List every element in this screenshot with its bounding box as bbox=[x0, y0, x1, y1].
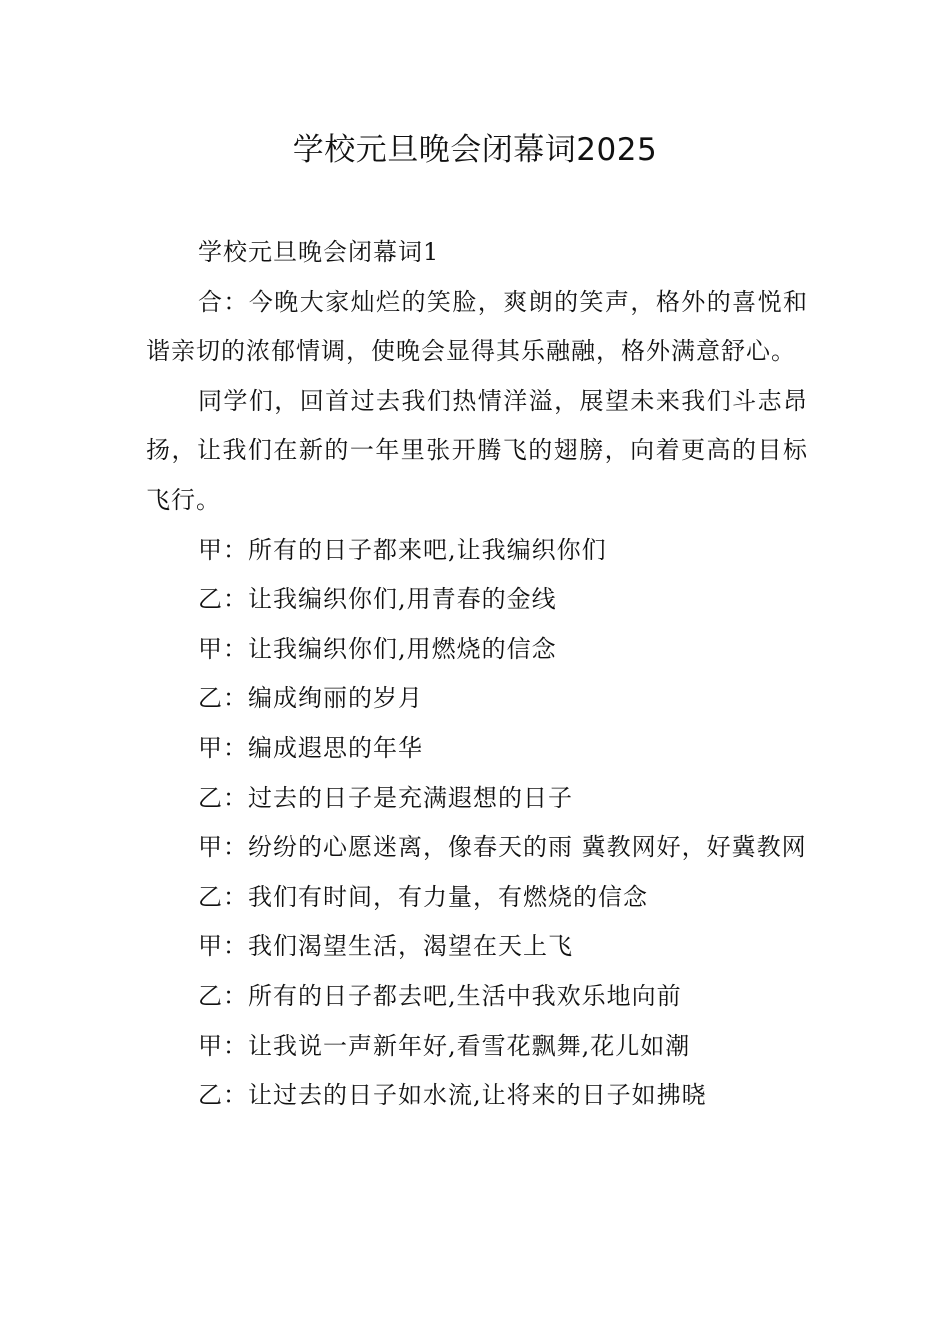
dialogue-line: 甲：让我说一声新年好,看雪花飘舞,花儿如潮 bbox=[198, 1031, 691, 1060]
dialogue-line: 甲：让我编织你们,用燃烧的信念 bbox=[198, 634, 557, 663]
paragraph: 同学们，回首过去我们热情洋溢，展望未来我们斗志昂扬，让我们在新的一年里张开腾飞的翅膀，向着更高的目标飞行。 bbox=[146, 386, 808, 514]
dialogue-line: 甲：所有的日子都来吧,让我编织你们 bbox=[198, 535, 607, 564]
document-body bbox=[146, 228, 808, 1121]
dialogue-line: 乙：编成绚丽的岁月 bbox=[198, 684, 423, 713]
dialogue-line: 甲：纷纷的心愿迷离，像春天的雨 冀教网好，好冀教网 bbox=[198, 833, 807, 862]
dialogue-line: 甲：编成遐思的年华 bbox=[198, 733, 423, 762]
dialogue-line: 甲：我们渴望生活，渴望在天上飞 bbox=[198, 932, 573, 961]
dialogue-line: 乙：过去的日子是充满遐想的日子 bbox=[198, 783, 573, 812]
document-title: 学校元旦晚会闭幕词2025 bbox=[292, 132, 658, 168]
paragraph: 合：今晚大家灿烂的笑脸，爽朗的笑声，格外的喜悦和谐亲切的浓郁情调，使晚会显得其乐融融，格外满意舒心。 bbox=[146, 287, 808, 366]
dialogue-line: 乙：所有的日子都去吧,生活中我欢乐地向前 bbox=[198, 981, 682, 1010]
dialogue-line: 乙：让过去的日子如水流,让将来的日子如拂晓 bbox=[198, 1081, 707, 1110]
dialogue-line: 乙：让我编织你们,用青春的金线 bbox=[198, 585, 557, 614]
dialogue-line: 乙：我们有时间，有力量，有燃烧的信念 bbox=[198, 882, 648, 911]
paragraph-heading: 学校元旦晚会闭幕词1 bbox=[198, 238, 440, 266]
